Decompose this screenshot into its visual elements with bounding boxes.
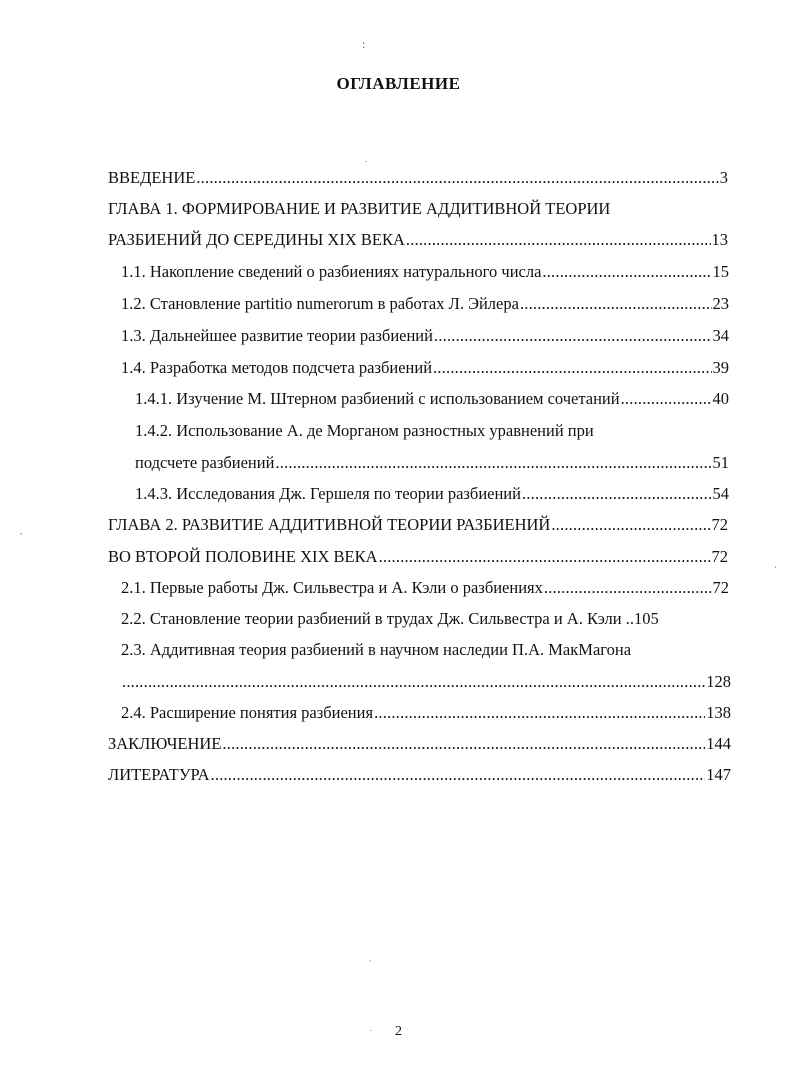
- toc-entry-chapter2-line1[interactable]: [108, 514, 728, 536]
- toc-entry-1-3[interactable]: [121, 325, 729, 347]
- toc-page-number: 39: [712, 358, 729, 377]
- leader-dots: [433, 357, 711, 379]
- scan-speck: ': [775, 565, 777, 574]
- toc-label: ВО ВТОРОЙ ПОЛОВИНЕ XIX ВЕКА: [108, 547, 378, 566]
- header-mark: :: [362, 37, 366, 51]
- toc-label: ВВЕДЕНИЕ: [108, 168, 196, 187]
- toc-entry-conclusion[interactable]: [108, 733, 731, 755]
- toc-entry-2-4[interactable]: [121, 702, 731, 724]
- toc-label: ГЛАВА 2. РАЗВИТИЕ АДДИТИВНОЙ ТЕОРИИ РАЗБИЕНИЙ: [108, 515, 551, 534]
- page-title: ОГЛАВЛЕНИЕ: [336, 74, 461, 93]
- toc-entry-chapter1-line2[interactable]: [108, 229, 728, 251]
- toc-page-number: 34: [712, 326, 729, 345]
- toc-label: 1.2. Становление partitio numerorum в работах Л. Эйлера: [121, 294, 519, 313]
- toc-entry-1-1[interactable]: [121, 261, 729, 283]
- toc-entry-2-1[interactable]: [121, 577, 729, 599]
- leader-dots: [434, 325, 712, 347]
- toc-label: 1.4.3. Исследования Дж. Гершеля по теории разбиений: [135, 484, 521, 503]
- toc-page-number: 40: [712, 389, 729, 408]
- toc-label: 2.1. Первые работы Дж. Сильвестра и А. Кэли о разбиениях: [121, 578, 543, 597]
- toc-entry-intro[interactable]: [108, 167, 728, 189]
- leader-dots: [379, 546, 711, 568]
- toc-page-number: 3: [719, 168, 728, 187]
- leader-dots: [544, 577, 712, 599]
- toc-page-number: 51: [712, 453, 729, 472]
- toc-label: подсчете разбиений: [135, 453, 275, 472]
- toc-entry-2-2[interactable]: 2.2. Становление теории разбиений в трудах Дж. Сильвестра и А. Кэли ..105: [121, 609, 659, 628]
- toc-entry-chapter1-line1[interactable]: ГЛАВА 1. ФОРМИРОВАНИЕ И РАЗВИТИЕ АДДИТИВНОЙ ТЕОРИИ: [108, 199, 611, 218]
- toc-page-number: 15: [712, 262, 729, 281]
- leader-dots: [520, 293, 712, 315]
- toc-entry-1-4-2-line1[interactable]: 1.4.2. Использование А. де Морганом разностных уравнений при: [135, 421, 594, 440]
- leader-dots: [196, 167, 718, 189]
- leader-dots: [406, 229, 711, 251]
- leader-dots: [621, 388, 712, 410]
- leader-dots: [374, 702, 705, 724]
- scan-speck: .: [365, 155, 367, 164]
- toc-page-number: 147: [706, 765, 731, 784]
- leader-dots: [222, 733, 705, 755]
- toc-label: 1.4.1. Изучение М. Штерном разбиений с использованием сочетаний: [135, 389, 620, 408]
- scan-speck: .: [370, 1024, 372, 1033]
- leader-dots: [522, 483, 712, 505]
- toc-page-number: 54: [712, 484, 729, 503]
- leader-dots: [122, 671, 705, 693]
- toc-page-number: 128: [706, 672, 731, 691]
- scan-speck: `: [369, 959, 372, 968]
- page-number: 2: [395, 1024, 402, 1039]
- leader-dots: [275, 452, 711, 474]
- toc-page-number: 72: [711, 547, 728, 566]
- toc-entry-literature[interactable]: [108, 764, 731, 786]
- leader-dots: [542, 261, 711, 283]
- toc-label: 1.4. Разработка методов подсчета разбиений: [121, 358, 433, 377]
- toc-page-number: 72: [712, 578, 729, 597]
- toc-entry-1-4-2-line2[interactable]: [135, 452, 729, 474]
- toc-label: 1.3. Дальнейшее развитие теории разбиений: [121, 326, 433, 345]
- toc-label: ЛИТЕРАТУРА: [108, 765, 210, 784]
- toc-entry-1-4[interactable]: [121, 357, 729, 379]
- toc-label: 1.1. Накопление сведений о разбиениях натурального числа: [121, 262, 542, 281]
- toc-entry-1-2[interactable]: [121, 293, 729, 315]
- toc-page-number: 138: [706, 703, 731, 722]
- toc-page-number: 13: [711, 230, 728, 249]
- toc-entry-chapter2-line2[interactable]: [108, 546, 728, 568]
- toc-label: 2.4. Расширение понятия разбиения: [121, 703, 374, 722]
- toc-page-number: 72: [711, 515, 728, 534]
- toc-entry-1-4-3[interactable]: [135, 483, 729, 505]
- toc-label: РАЗБИЕНИЙ ДО СЕРЕДИНЫ XIX ВЕКА: [108, 230, 405, 249]
- toc-entry-2-3-line2[interactable]: [121, 671, 731, 693]
- toc-page-number: 144: [706, 734, 731, 753]
- toc-label: ЗАКЛЮЧЕНИЕ: [108, 734, 222, 753]
- leader-dots: [551, 514, 710, 536]
- scan-speck: ,: [20, 527, 22, 536]
- leader-dots: [211, 764, 706, 786]
- toc-entry-1-4-1[interactable]: [135, 388, 729, 410]
- toc-page-number: 23: [712, 294, 729, 313]
- toc-entry-2-3-line1[interactable]: 2.3. Аддитивная теория разбиений в научном наследии П.А. МакМагона: [121, 640, 632, 659]
